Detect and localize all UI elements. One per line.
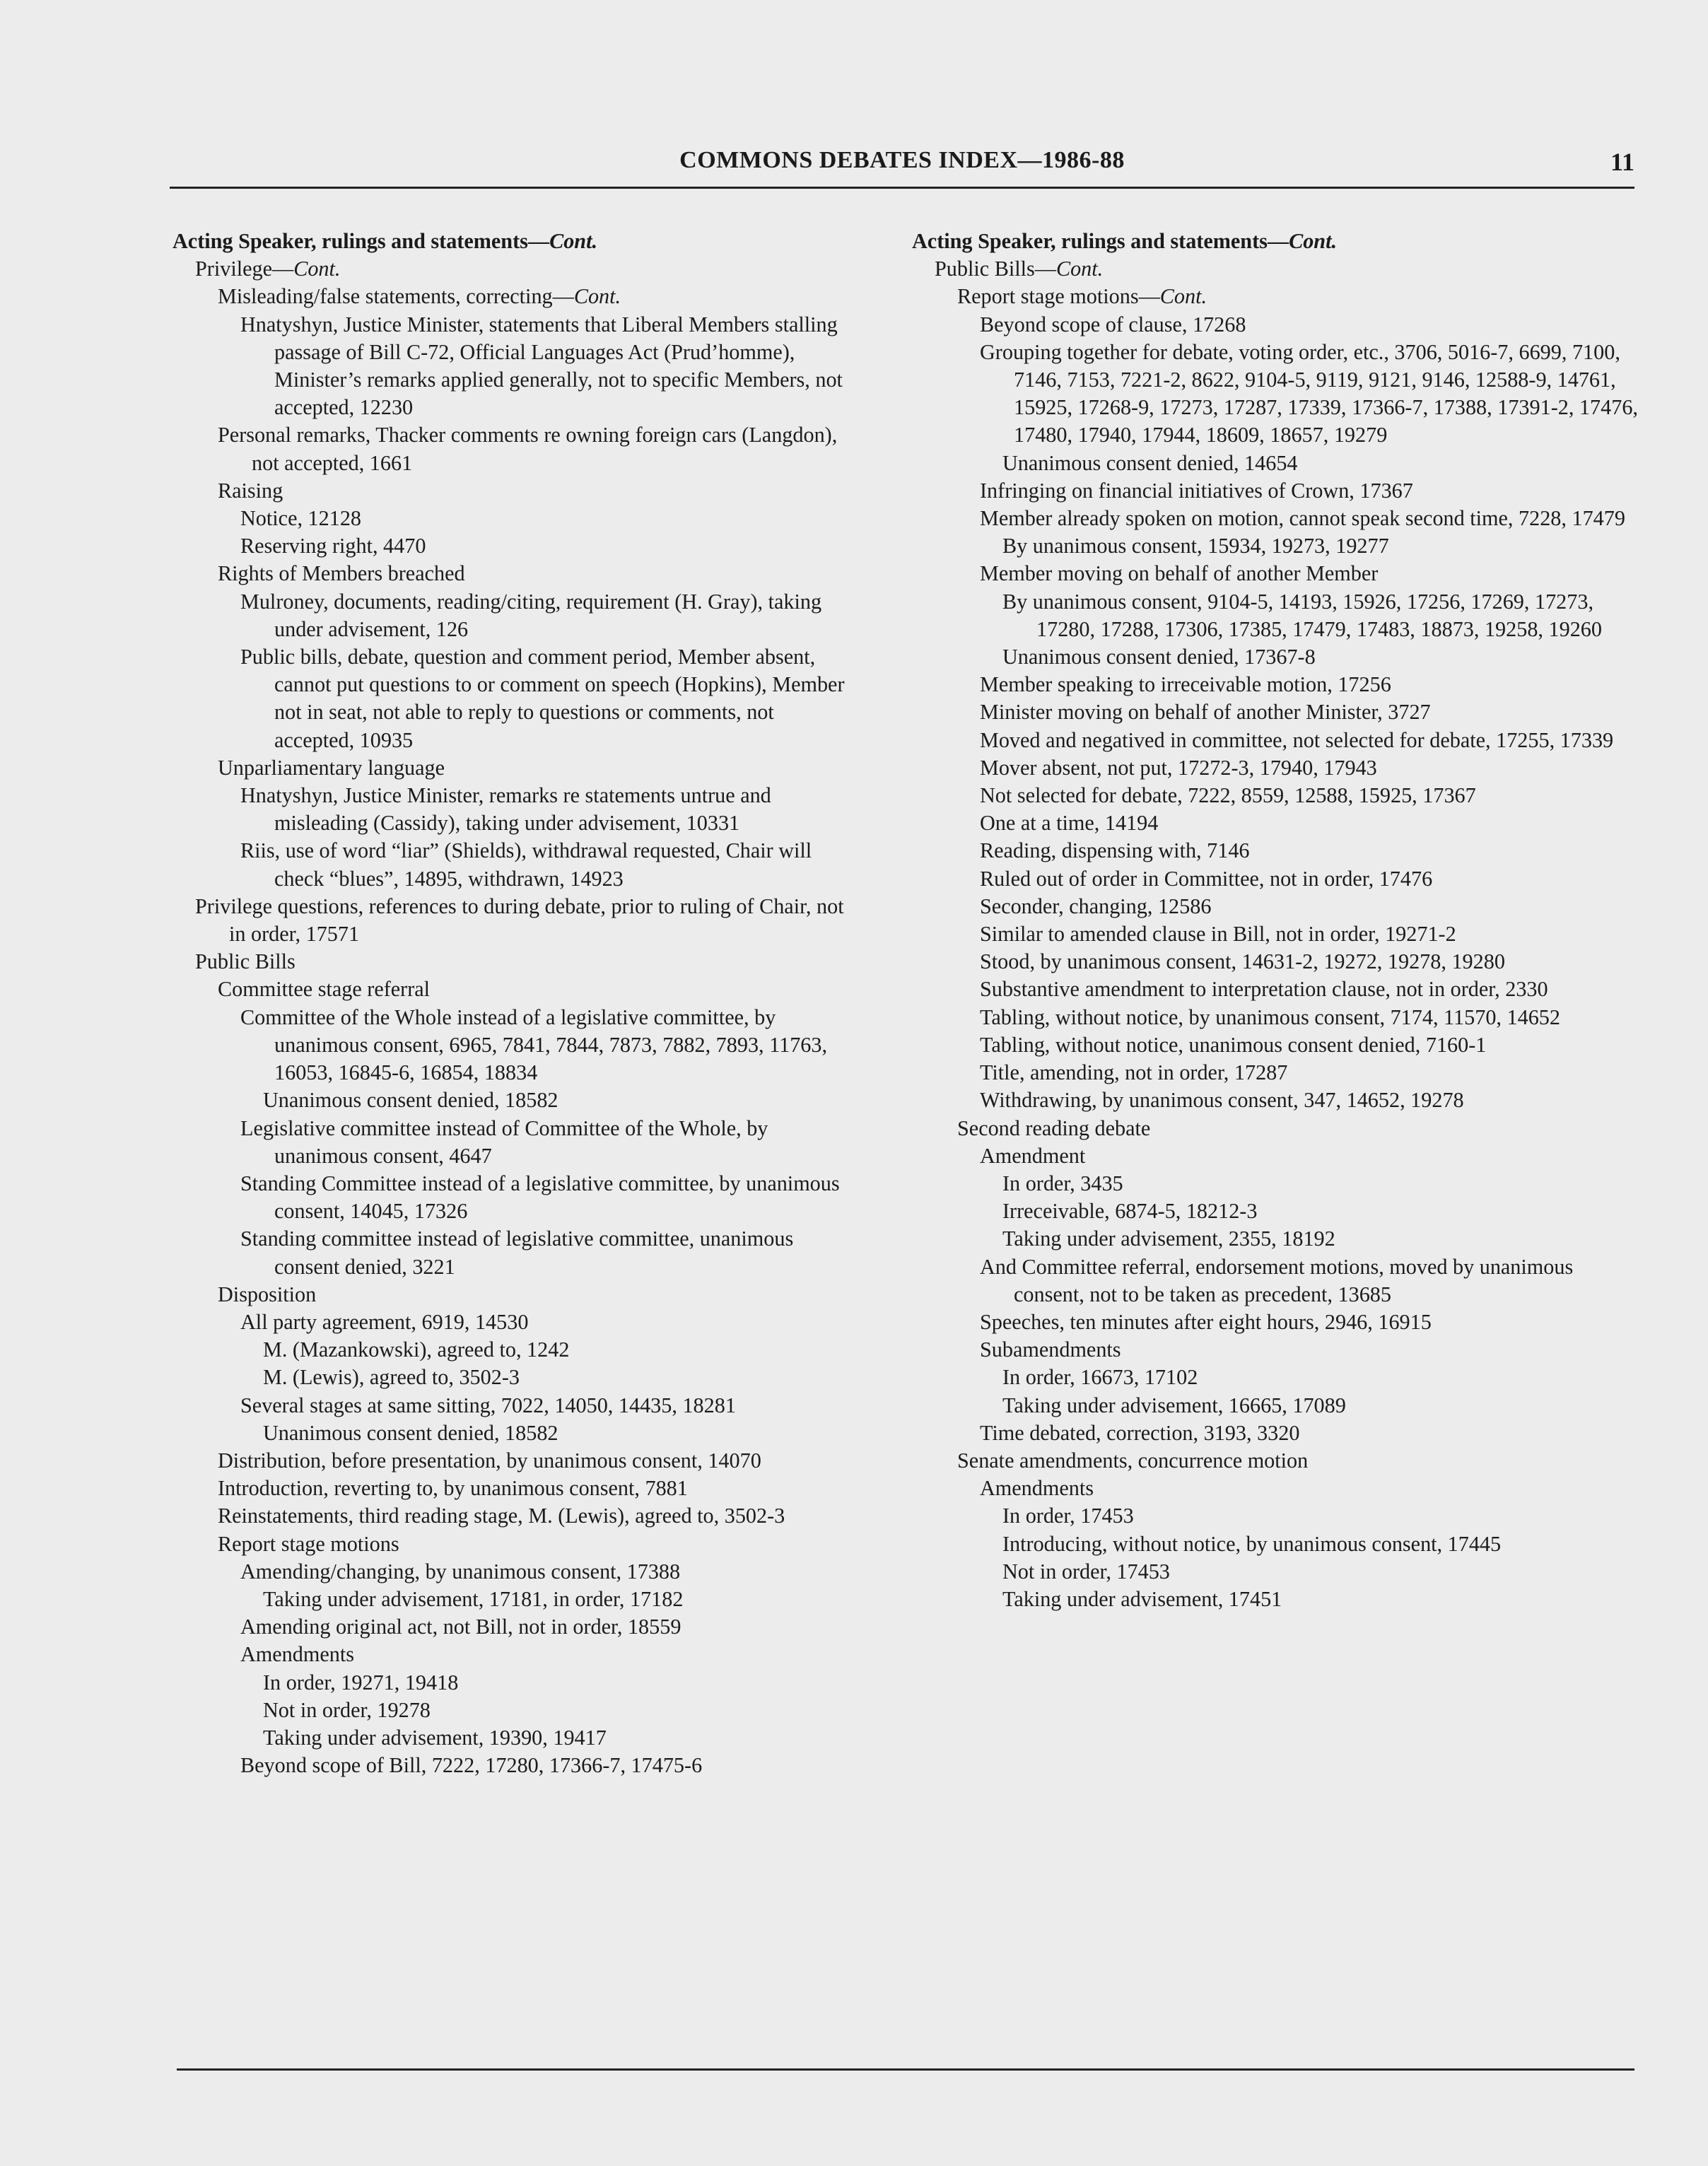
index-entry [172, 1419, 851, 1447]
entry-text: Unanimous consent denied, 17367-8 [1002, 645, 1316, 669]
index-entry [172, 311, 851, 422]
entry-text: In order, 16673, 17102 [1002, 1365, 1198, 1390]
index-entry [172, 893, 851, 948]
index-entry [912, 754, 1647, 782]
index-entry [912, 1530, 1647, 1558]
index-entry [172, 1752, 851, 1779]
index-entry [172, 948, 851, 976]
index-entry [172, 421, 851, 476]
index-entry [172, 1502, 851, 1530]
index-entry [172, 1530, 851, 1558]
index-entry [912, 1419, 1647, 1447]
index-entry [912, 671, 1647, 698]
index-entry [172, 532, 851, 560]
entry-text: Introducing, without notice, by unanimous consent, 17445 [1002, 1531, 1502, 1556]
continued-marker: Cont. [549, 229, 598, 253]
index-entry [912, 727, 1647, 754]
entry-text: Public Bills [195, 949, 296, 974]
continued-marker: Cont. [573, 284, 621, 309]
entry-text: Legislative committee instead of Committee of the Whole, by unanimous consent, 4647 [240, 1116, 768, 1168]
entry-text: Rights of Members breached [218, 561, 465, 586]
index-entry [172, 782, 851, 837]
index-entry [172, 1447, 851, 1475]
entry-text: Tabling, without notice, unanimous consent denied, 7160-1 [980, 1032, 1487, 1057]
entry-text: By unanimous consent, 15934, 19273, 19277 [1002, 534, 1389, 558]
entry-text: Beyond scope of clause, 17268 [980, 312, 1246, 336]
entry-text: One at a time, 14194 [980, 811, 1159, 836]
index-entry [912, 1142, 1647, 1170]
entry-text: Ruled out of order in Committee, not in order, 17476 [980, 866, 1433, 891]
index-entry [912, 1558, 1647, 1586]
entry-text: Riis, use of word “liar” (Shields), withdrawal requested, Chair will check “blues”, 14895, withdrawn, 14923 [240, 838, 812, 891]
index-entry [172, 228, 851, 255]
entry-text: Amendment [980, 1143, 1086, 1168]
index-entry [912, 477, 1647, 505]
entry-text: Beyond scope of Bill, 7222, 17280, 17366-7, 17475-6 [240, 1753, 703, 1778]
entry-text: Unparliamentary language [218, 755, 445, 780]
index-entry [912, 228, 1647, 255]
right-column [912, 228, 1647, 1613]
index-entry [172, 754, 851, 782]
index-entry [172, 1309, 851, 1336]
index-entry [912, 1336, 1647, 1364]
entry-text: Notice, 12128 [240, 506, 362, 531]
entry-text: Seconder, changing, 12586 [980, 894, 1212, 918]
index-entry [912, 1170, 1647, 1198]
index-entry [172, 1724, 851, 1752]
entry-text: Privilege— [195, 257, 294, 281]
index-entry [912, 1031, 1647, 1059]
continued-marker: Cont. [1055, 257, 1104, 281]
header-rule [170, 187, 1634, 189]
index-entry [912, 1392, 1647, 1419]
entry-text: Irreceivable, 6874-5, 18212-3 [1002, 1199, 1258, 1224]
index-entry [172, 1641, 851, 1668]
entry-text: In order, 17453 [1002, 1504, 1134, 1528]
entry-text: In order, 3435 [1002, 1171, 1123, 1195]
entry-text: Taking under advisement, 16665, 17089 [1002, 1393, 1346, 1417]
index-entry [172, 1336, 851, 1364]
index-entry [172, 1613, 851, 1641]
entry-text: Stood, by unanimous consent, 14631-2, 19272, 19278, 19280 [980, 949, 1505, 974]
entry-text: By unanimous consent, 9104-5, 14193, 15926, 17256, 17269, 17273, 17280, 17288, 17306, 17385, 17479, 17483, 18873, 19258, 19260 [1002, 589, 1602, 641]
entry-text: Taking under advisement, 17451 [1002, 1586, 1282, 1611]
running-title: COMMONS DEBATES INDEX—1986-88 [679, 147, 1125, 173]
entry-text: Amendments [980, 1476, 1094, 1501]
page-header [170, 147, 1634, 189]
entry-text: Second reading debate [957, 1116, 1151, 1140]
entry-text: Committee of the Whole instead of a legislative committee, by unanimous consent, 6965, 7841, 7844, 7873, 7882, 7893, 11763, 16053, 16845-6, 16854, 18834 [240, 1005, 828, 1085]
left-column [172, 228, 851, 1779]
index-entry [912, 339, 1647, 450]
index-entry [172, 1364, 851, 1391]
entry-text: Subamendments [980, 1337, 1121, 1362]
index-entry [172, 1669, 851, 1697]
index-entry [172, 1170, 851, 1225]
entry-text: Mulroney, documents, reading/citing, requirement (H. Gray), taking under advisement, 126 [240, 589, 822, 641]
entry-text: Report stage motions— [957, 284, 1160, 309]
entry-text: Standing committee instead of legislative committee, unanimous consent denied, 3221 [240, 1227, 794, 1279]
index-entry [912, 532, 1647, 560]
entry-text: Reserving right, 4470 [240, 534, 426, 558]
index-entry [912, 255, 1647, 283]
entry-text: Taking under advisement, 17181, in order, 17182 [263, 1586, 684, 1611]
index-entry [172, 837, 851, 892]
entry-text: Amendments [240, 1642, 354, 1667]
index-entry [912, 505, 1647, 532]
entry-text: Several stages at same sitting, 7022, 14050, 14435, 18281 [240, 1393, 736, 1417]
index-entry [912, 1225, 1647, 1253]
entry-text: Disposition [218, 1282, 317, 1306]
index-entry [912, 948, 1647, 976]
index-entry [912, 976, 1647, 1003]
index-entry [912, 837, 1647, 865]
index-entry [172, 1558, 851, 1586]
footer-rule [177, 2068, 1634, 2071]
index-entry [172, 505, 851, 532]
continued-marker: Cont. [293, 257, 341, 281]
entry-text: Title, amending, not in order, 17287 [980, 1060, 1288, 1085]
index-entry [912, 588, 1647, 643]
entry-text: Hnatyshyn, Justice Minister, remarks re statements untrue and misleading (Cassidy), taking under advisement, 10331 [240, 783, 771, 836]
entry-text: All party agreement, 6919, 14530 [240, 1309, 529, 1334]
entry-text: Misleading/false statements, correcting— [218, 284, 574, 309]
index-entry [912, 893, 1647, 920]
entry-text: Not selected for debate, 7222, 8559, 12588, 15925, 17367 [980, 783, 1476, 808]
index-entry [912, 643, 1647, 671]
entry-text: Unanimous consent denied, 18582 [263, 1420, 558, 1445]
page-number: 11 [1610, 148, 1634, 176]
entry-text: Member already spoken on motion, cannot speak second time, 7228, 17479 [980, 506, 1625, 531]
entry-text: Mover absent, not put, 17272-3, 17940, 17943 [980, 755, 1377, 780]
entry-text: Distribution, before presentation, by unanimous consent, 14070 [218, 1448, 761, 1473]
entry-text: In order, 19271, 19418 [263, 1670, 459, 1694]
index-entry [912, 1364, 1647, 1391]
entry-text: Amending/changing, by unanimous consent, 17388 [240, 1559, 681, 1583]
index-entry [912, 1004, 1647, 1031]
entry-text: Privilege questions, references to during debate, prior to ruling of Chair, not in order, 17571 [195, 894, 844, 947]
entry-text: Unanimous consent denied, 14654 [1002, 450, 1298, 475]
entry-text: Public bills, debate, question and comment period, Member absent, cannot put questions to or comment on speech (Hopkins), Member not in seat, not able to reply to questions or comments, not accepted, 10935 [240, 645, 845, 752]
entry-text: Time debated, correction, 3193, 3320 [980, 1420, 1300, 1445]
index-entry [912, 1253, 1647, 1309]
entry-text: Personal remarks, Thacker comments re owning foreign cars (Langdon), not accepted, 1661 [218, 423, 838, 475]
entry-text: Moved and negatived in committee, not selected for debate, 17255, 17339 [980, 727, 1614, 752]
entry-text: Reinstatements, third reading stage, M. (Lewis), agreed to, 3502-3 [218, 1504, 785, 1528]
index-entry [912, 311, 1647, 339]
entry-text: Member speaking to irreceivable motion, 17256 [980, 672, 1391, 697]
index-entry [172, 1697, 851, 1724]
index-entry [172, 1087, 851, 1114]
entry-text: Senate amendments, concurrence motion [957, 1448, 1309, 1473]
index-entry [172, 1475, 851, 1502]
index-entry [912, 283, 1647, 310]
index-entry [912, 698, 1647, 726]
index-entry [172, 283, 851, 310]
index-entry [912, 1087, 1647, 1114]
entry-text: Acting Speaker, rulings and statements— [172, 229, 550, 253]
entry-text: Hnatyshyn, Justice Minister, statements that Liberal Members stalling passage of Bill C-72, Official Languages Act (Prud’homme), Minister’s remarks applied generally, not to specific Members, not accepted, 12230 [240, 312, 843, 420]
index-entry [912, 1447, 1647, 1475]
index-entry [912, 1586, 1647, 1613]
entry-text: Raising [218, 478, 283, 503]
index-entry [912, 1059, 1647, 1087]
entry-text: Infringing on financial initiatives of Crown, 17367 [980, 478, 1413, 503]
entry-text: Not in order, 17453 [1002, 1559, 1170, 1583]
index-entry [912, 1502, 1647, 1530]
index-entry [172, 1004, 851, 1087]
entry-text: M. (Lewis), agreed to, 3502-3 [263, 1365, 520, 1390]
entry-text: Taking under advisement, 19390, 19417 [263, 1725, 607, 1750]
entry-text: Member moving on behalf of another Member [980, 561, 1379, 586]
continued-marker: Cont. [1289, 229, 1338, 253]
entry-text: Committee stage referral [218, 977, 431, 1002]
entry-text: Taking under advisement, 2355, 18192 [1002, 1227, 1335, 1251]
index-entry [912, 809, 1647, 837]
index-entry [912, 920, 1647, 948]
index-entry [172, 255, 851, 283]
index-entry [912, 560, 1647, 587]
index-entry [912, 782, 1647, 809]
index-entry [912, 1198, 1647, 1225]
index-entry [912, 1309, 1647, 1336]
continued-marker: Cont. [1159, 284, 1207, 309]
index-entry [172, 976, 851, 1003]
entry-text: Similar to amended clause in Bill, not in order, 19271-2 [980, 922, 1456, 947]
index-entry [912, 1475, 1647, 1502]
entry-text: Substantive amendment to interpretation clause, not in order, 2330 [980, 977, 1548, 1002]
entry-text: M. (Mazankowski), agreed to, 1242 [263, 1337, 570, 1362]
entry-text: Introduction, reverting to, by unanimous consent, 7881 [218, 1476, 688, 1501]
index-entry [912, 1115, 1647, 1142]
entry-text: Report stage motions [218, 1531, 399, 1556]
entry-text: Minister moving on behalf of another Minister, 3727 [980, 700, 1431, 725]
entry-text: And Committee referral, endorsement motions, moved by unanimous consent, not to be taken as precedent, 13685 [980, 1254, 1574, 1306]
entry-text: Withdrawing, by unanimous consent, 347, 14652, 19278 [980, 1088, 1464, 1113]
entry-text: Acting Speaker, rulings and statements— [912, 229, 1289, 253]
entry-text: Tabling, without notice, by unanimous consent, 7174, 11570, 14652 [980, 1005, 1560, 1029]
index-entry [172, 560, 851, 587]
entry-text: Speeches, ten minutes after eight hours, 2946, 16915 [980, 1309, 1432, 1334]
index-entry [912, 865, 1647, 893]
entry-text: Reading, dispensing with, 7146 [980, 838, 1250, 863]
index-entry [172, 643, 851, 754]
index-entry [172, 1225, 851, 1280]
index-entry [172, 1281, 851, 1309]
entry-text: Public Bills— [935, 257, 1056, 281]
entry-text: Grouping together for debate, voting order, etc., 3706, 5016-7, 6699, 7100, 7146, 7153, 7221-2, 8622, 9104-5, 9119, 9121, 9146, 12588-9, 14761, 15925, 17268-9, 17273, 17287, 17339, 17366-7, 17388, 17391-2, 17476, 17480, 17940, 17944, 18609, 18657, 19279 [980, 339, 1638, 447]
index-entry [172, 588, 851, 643]
index-entry [912, 450, 1647, 477]
entry-text: Unanimous consent denied, 18582 [263, 1088, 558, 1113]
index-entry [172, 1392, 851, 1419]
index-entry [172, 477, 851, 505]
index-entry [172, 1115, 851, 1170]
entry-text: Amending original act, not Bill, not in order, 18559 [240, 1615, 682, 1639]
entry-text: Not in order, 19278 [263, 1697, 431, 1722]
index-entry [172, 1586, 851, 1613]
entry-text: Standing Committee instead of a legislative committee, by unanimous consent, 14045, 17326 [240, 1171, 840, 1224]
